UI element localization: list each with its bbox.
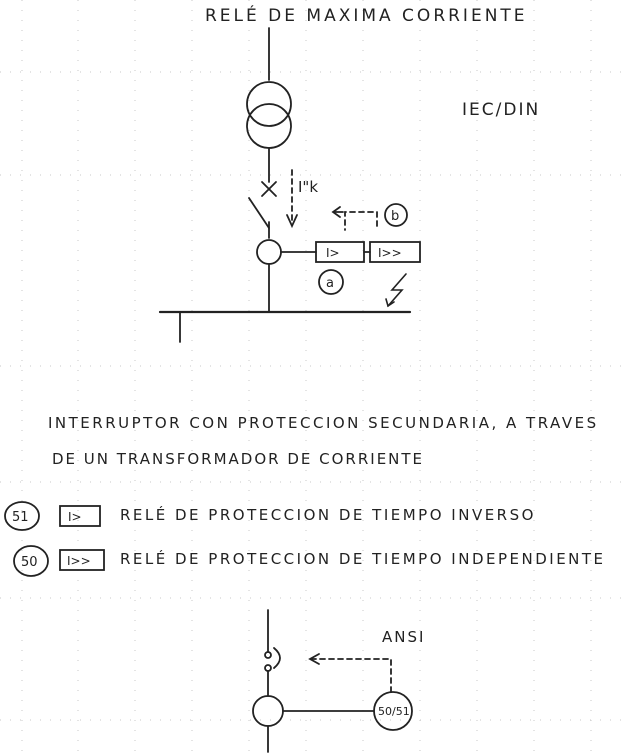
trip-signal-line (345, 212, 377, 230)
ansi-breaker-upper-contact (265, 652, 271, 658)
legend-code-50: 50 (21, 555, 38, 570)
current-label: I"k (298, 178, 319, 196)
iec-diagram (160, 28, 420, 342)
ansi-relay-code: 50/51 (378, 705, 410, 718)
ansi-current-transformer (253, 696, 283, 726)
ansi-standard-label: ANSI (382, 628, 426, 646)
legend-text-50: RELÉ DE PROTECCION DE TIEMPO INDEPENDIENTE (120, 550, 606, 568)
relay-a-symbol: I> (326, 246, 340, 260)
ansi-trip-signal-line (312, 659, 391, 692)
iec-standard-label: IEC/DIN (462, 100, 541, 120)
legend-text-51: RELÉ DE PROTECCION DE TIEMPO INVERSO (120, 506, 536, 524)
breaker-x-symbol (262, 182, 276, 196)
page-title: RELÉ DE MAXIMA CORRIENTE (205, 6, 528, 26)
breaker-blade (249, 198, 269, 228)
ansi-breaker-arc (274, 648, 280, 668)
legend-relay-50-symbol: I>> (67, 554, 91, 568)
marker-a-label: a (326, 276, 334, 291)
relay-b-symbol: I>> (378, 246, 402, 260)
marker-b-label: b (391, 209, 400, 224)
lightning-icon (388, 274, 406, 306)
legend-relay-51-symbol: I> (68, 510, 82, 524)
description-line-2: DE UN TRANSFORMADOR DE CORRIENTE (52, 450, 425, 468)
description-line-1: INTERRUPTOR CON PROTECCION SECUNDARIA, A TRAVES (48, 414, 599, 432)
current-transformer-symbol (257, 240, 281, 264)
legend-code-51: 51 (12, 510, 29, 525)
power-transformer-symbol (247, 82, 291, 148)
relay-a-box (316, 242, 364, 262)
